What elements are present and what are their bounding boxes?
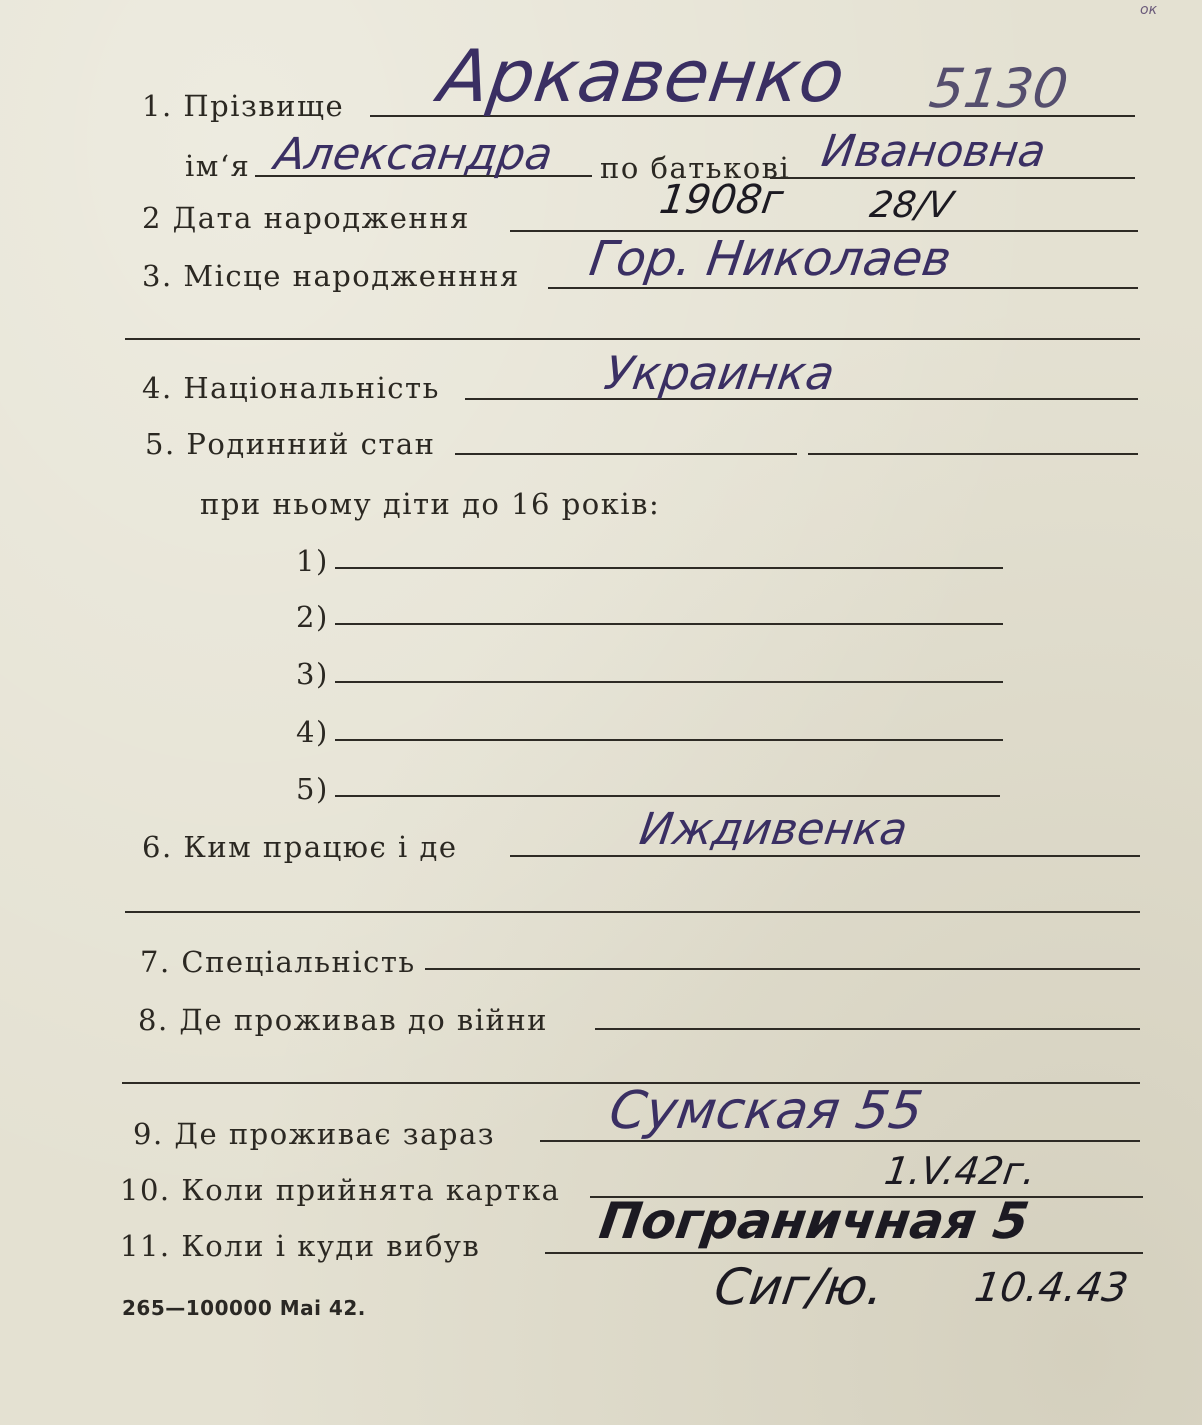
- child-3-line: [335, 681, 1003, 683]
- corner-mark: ок: [1140, 2, 1158, 18]
- child-4-label: 4): [296, 715, 329, 749]
- birth-date-label: 2 Дата народження: [142, 201, 470, 235]
- child-2-line: [335, 623, 1003, 625]
- children-label: при ньому діти до 16 років:: [200, 487, 661, 521]
- child-4-line: [335, 739, 1003, 741]
- child-1-line: [335, 567, 1003, 569]
- departed-note-handwritten: Сиг/ю.: [710, 1258, 888, 1316]
- departed-label: 11. Коли і куди вибув: [120, 1229, 481, 1263]
- birthplace-line-2: [125, 338, 1140, 340]
- departed-date-handwritten: 10.4.43: [971, 1265, 1131, 1311]
- occupation-handwritten: Иждивенка: [636, 804, 911, 855]
- birth-day-handwritten: 28/V: [867, 185, 956, 226]
- family-status-line-1: [455, 453, 797, 455]
- first-name-label: ім‘я: [185, 149, 251, 183]
- patronymic-line: [770, 177, 1135, 179]
- prewar-residence-label: 8. Де проживав до війни: [138, 1003, 548, 1037]
- card-accepted-label: 10. Коли прийнята картка: [120, 1173, 561, 1207]
- current-residence-label: 9. Де проживає зараз: [133, 1117, 496, 1151]
- card-number-handwritten: 5130: [925, 57, 1072, 120]
- occupation-label: 6. Ким працює і де: [142, 830, 458, 864]
- patronymic-label: по батькові: [600, 151, 791, 185]
- birthplace-handwritten: Гор. Николаев: [586, 231, 955, 287]
- birthplace-label: 3. Місце народженння: [142, 259, 520, 293]
- child-2-label: 2): [296, 600, 329, 634]
- departed-line: [545, 1252, 1143, 1254]
- birthplace-line: [548, 287, 1138, 289]
- print-run-footer: 265—100000 Mai 42.: [122, 1296, 366, 1320]
- family-status-line-2: [808, 453, 1138, 455]
- child-1-label: 1): [296, 544, 329, 578]
- specialty-label: 7. Спеціальність: [140, 945, 416, 979]
- current-residence-handwritten: Сумская 55: [605, 1081, 927, 1141]
- child-5-line: [335, 795, 1000, 797]
- family-status-label: 5. Родинний стан: [145, 427, 436, 461]
- card-accepted-handwritten: 1.V.42г.: [881, 1149, 1039, 1193]
- prewar-residence-line: [595, 1028, 1140, 1030]
- surname-handwritten: Аркавенко: [434, 34, 850, 118]
- patronymic-handwritten: Ивановна: [818, 126, 1049, 177]
- occupation-line: [510, 855, 1140, 857]
- specialty-line: [425, 968, 1140, 970]
- child-3-label: 3): [296, 657, 329, 691]
- departed-handwritten: Пограничная 5: [595, 1192, 1033, 1250]
- surname-label: 1. Прізвище: [142, 89, 345, 123]
- nationality-label: 4. Національність: [142, 371, 440, 405]
- child-5-label: 5): [296, 772, 329, 806]
- birth-year-handwritten: 1908г: [656, 177, 787, 223]
- nationality-handwritten: Украинка: [601, 346, 838, 400]
- occupation-line-2: [125, 911, 1140, 913]
- first-name-handwritten: Александра: [271, 129, 556, 180]
